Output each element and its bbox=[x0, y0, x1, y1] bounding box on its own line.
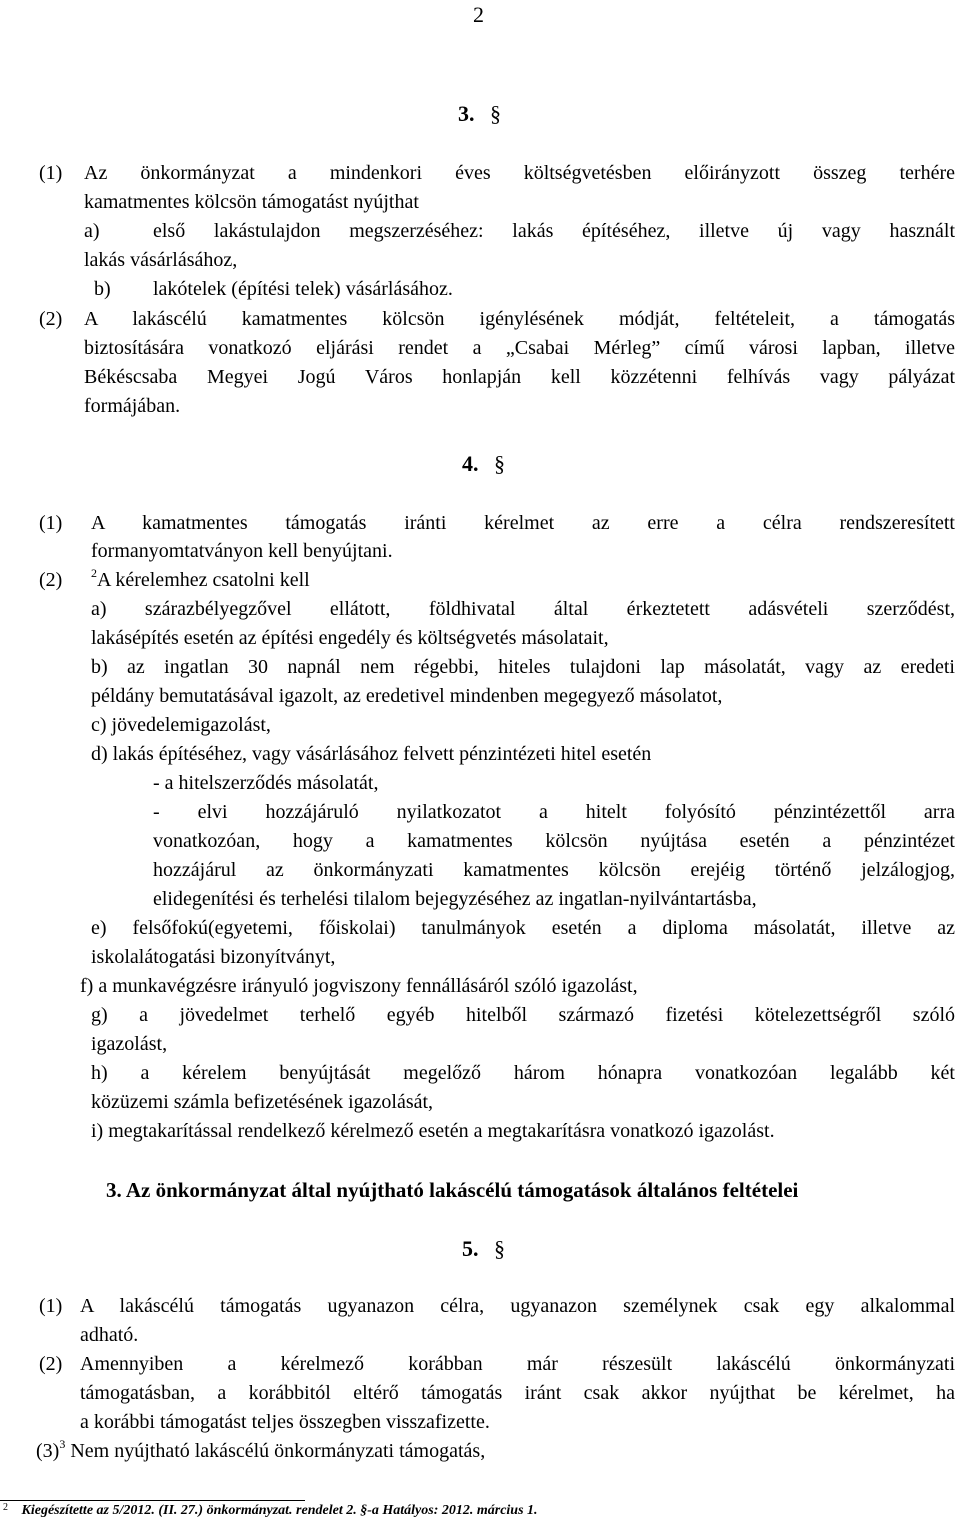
section-4-heading bbox=[462, 453, 505, 475]
s4-item-c-line: c) jövedelemigazolást, bbox=[91, 714, 271, 736]
s4-p2-number: (2) bbox=[39, 569, 63, 591]
s4-item-g-line: g) a jövedelmet terhelő egyéb hitelből származó fizetési kötelezettségről szóló bbox=[91, 1004, 955, 1026]
s3-item-b-label: b) bbox=[94, 278, 111, 300]
s3-p1-line: Az önkormányzat a mindenkori éves költségvetésben előirányzott összeg terhére bbox=[84, 162, 955, 184]
s4-item-d-sub: vonatkozóan, hogy a kamatmentes kölcsön nyújtása esetén a pénzintézet bbox=[153, 830, 955, 852]
footnote-ref: 2 bbox=[91, 566, 97, 580]
footnote-text: Kiegészítette az 5/2012. (II. 27.) önkormányzat. rendelet 2. §-a Hatályos: 2012. március 1. bbox=[21, 1503, 538, 1518]
footnote-separator bbox=[0, 1500, 305, 1501]
s3-p2-number: (2) bbox=[39, 308, 63, 330]
s3-item-a-label: a) bbox=[84, 220, 100, 242]
section-5-heading bbox=[462, 1238, 505, 1260]
s5-p3-line: Nem nyújtható lakáscélú önkormányzati támogatás, bbox=[70, 1440, 486, 1462]
s4-item-d-line: d) lakás építéséhez, vagy vásárlásához felvett pénzintézeti hitel esetén bbox=[91, 743, 652, 765]
s4-item-d-sub: - elvi hozzájáruló nyilatkozatot a hitelt folyósító pénzintézettől arra bbox=[153, 801, 955, 823]
section-number: 3. bbox=[458, 101, 475, 126]
s4-item-a-line: a) szárazbélyegzővel ellátott, földhivatal által érkeztetett adásvételi szerződést, bbox=[91, 598, 955, 620]
s3-p1-line: kamatmentes kölcsön támogatást nyújthat bbox=[84, 191, 419, 213]
s4-item-i-line: i) megtakarítással rendelkező kérelmező esetén a megtakarításra vonatkozó igazolást. bbox=[91, 1120, 775, 1142]
s5-p2-line: Amennyiben a kérelmező korábban már részesült lakáscélú önkormányzati bbox=[80, 1353, 955, 1375]
s3-item-b-line: lakótelek (építési telek) vásárlásához. bbox=[153, 278, 453, 300]
s4-p1-line: formanyomtatványon kell benyújtani. bbox=[91, 540, 393, 562]
s5-p2-line: a korábbi támogatást teljes összegben visszafizette. bbox=[80, 1411, 490, 1433]
s4-p2-intro: A kérelemhez csatolni kell bbox=[97, 569, 310, 591]
section-number: 5. bbox=[462, 1236, 479, 1261]
s3-p1-number: (1) bbox=[39, 162, 63, 184]
footnote-ref: 3 bbox=[59, 1437, 66, 1451]
section-3-heading bbox=[458, 103, 501, 125]
s5-p3-number: (3) bbox=[36, 1440, 60, 1462]
s3-item-a-line: lakás vásárlásához, bbox=[84, 249, 238, 271]
s5-p2-line: támogatásban, a korábbitól eltérő támogatás iránt csak akkor nyújthat be kérelmet, ha bbox=[80, 1382, 955, 1404]
s5-p1-line: adható. bbox=[80, 1324, 139, 1346]
footnote-mark: 2 bbox=[3, 1502, 8, 1513]
s4-item-d-sub: hozzájárul az önkormányzati kamatmentes kölcsön erejéig történő jelzálogjog, bbox=[153, 859, 955, 881]
s4-item-d-sub: - a hitelszerződés másolatát, bbox=[153, 772, 379, 794]
s4-item-a-line: lakásépítés esetén az építési engedély és költségvetés másolatait, bbox=[91, 627, 609, 649]
s3-p2-line: biztosítására vonatkozó eljárási rendet a „Csabai Mérleg” című városi lapban, illetve bbox=[84, 337, 955, 359]
s5-p2-number: (2) bbox=[39, 1353, 63, 1375]
section-symbol: § bbox=[494, 451, 505, 476]
s4-item-h-line: közüzemi számla befizetésének igazolását, bbox=[91, 1091, 434, 1113]
section-symbol: § bbox=[490, 101, 501, 126]
s3-p2-line: Békéscsaba Megyei Jogú Város honlapján kell közzétenni felhívás vagy pályázat bbox=[84, 366, 955, 388]
s4-item-d-sub: elidegenítési és terhelési tilalom bejegyzéséhez az ingatlan-nyilvántartásba, bbox=[153, 888, 757, 910]
s4-item-f-line: f) a munkavégzésre irányuló jogviszony fennállásáról szóló igazolást, bbox=[80, 975, 638, 997]
s3-p2-line: A lakáscélú kamatmentes kölcsön igénylésének módját, feltételeit, a támogatás bbox=[84, 308, 955, 330]
s5-p3 bbox=[36, 1437, 486, 1462]
footnote bbox=[3, 1504, 538, 1518]
chapter-3-heading: 3. Az önkormányzat által nyújtható lakáscélú támogatások általános feltételei bbox=[106, 1178, 799, 1202]
section-number: 4. bbox=[462, 451, 479, 476]
page-number: 2 bbox=[473, 2, 484, 27]
s5-p1-line: A lakáscélú támogatás ugyanazon célra, ugyanazon személynek csak egy alkalommal bbox=[80, 1295, 955, 1317]
s4-item-g-line: igazolást, bbox=[91, 1033, 168, 1055]
s4-item-e-line: iskolalátogatási bizonyítványt, bbox=[91, 946, 336, 968]
s4-item-b-line: b) az ingatlan 30 napnál nem régebbi, hiteles tulajdoni lap másolatát, vagy az eredeti bbox=[91, 656, 955, 678]
s3-item-a-line: első lakástulajdon megszerzéséhez: lakás építéséhez, illetve új vagy használt bbox=[153, 220, 955, 242]
s3-p2-line: formájában. bbox=[84, 395, 181, 417]
section-symbol: § bbox=[494, 1236, 505, 1261]
s4-item-e-line: e) felsőfokú(egyetemi, főiskolai) tanulmányok esetén a diploma másolatát, illetve az bbox=[91, 917, 955, 939]
s4-item-h-line: h) a kérelem benyújtását megelőző három hónapra vonatkozóan legalább két bbox=[91, 1062, 955, 1084]
s4-item-b-line: példány bemutatásával igazolt, az eredetivel mindenben megegyező másolatot, bbox=[91, 685, 723, 707]
s5-p1-number: (1) bbox=[39, 1295, 63, 1317]
s4-p1-number: (1) bbox=[39, 512, 63, 534]
s4-p2-line bbox=[91, 566, 310, 591]
s4-p1-line: A kamatmentes támogatás iránti kérelmet az erre a célra rendszeresített bbox=[91, 512, 955, 534]
